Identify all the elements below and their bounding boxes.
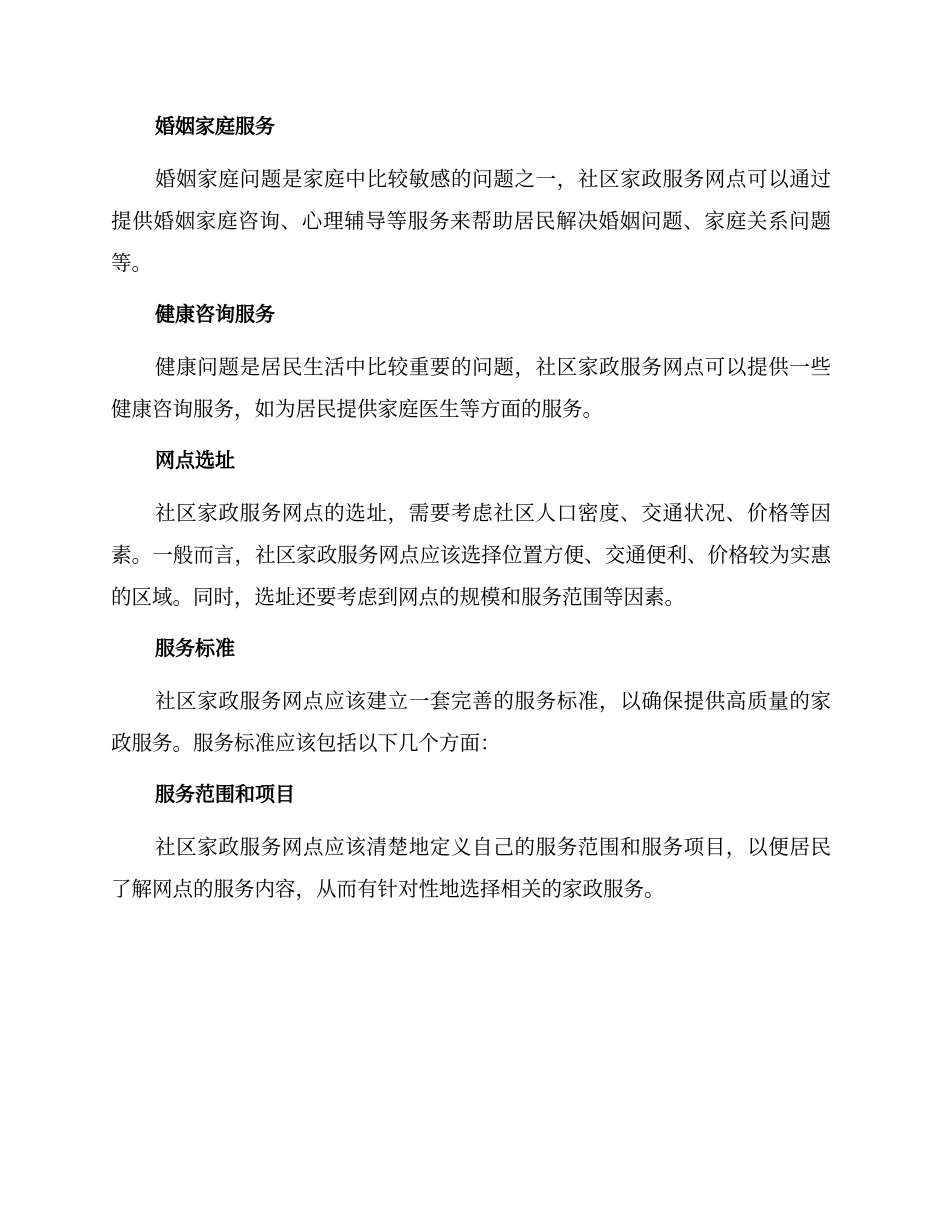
section-heading: 健康咨询服务 (155, 302, 275, 326)
section-service-scope (111, 776, 831, 910)
document-page (111, 108, 831, 922)
section-site-selection (111, 442, 831, 618)
section-paragraph: 社区家政服务网点应该清楚地定义自己的服务范围和服务项目，以便居民了解网点的服务内容，从而有针对性地选择相关的家政服务。 (111, 835, 831, 901)
section-service-standard (111, 630, 831, 764)
section-marriage-family (111, 108, 831, 284)
section-heading: 网点选址 (155, 448, 235, 472)
section-heading: 婚姻家庭服务 (155, 114, 275, 138)
section-heading: 服务范围和项目 (155, 782, 295, 806)
section-paragraph: 婚姻家庭问题是家庭中比较敏感的问题之一，社区家政服务网点可以通过提供婚姻家庭咨询、心理辅导等服务来帮助居民解决婚姻问题、家庭关系问题等。 (111, 167, 831, 275)
section-paragraph: 社区家政服务网点应该建立一套完善的服务标准，以确保提供高质量的家政服务。服务标准应该包括以下几个方面： (111, 689, 831, 755)
section-paragraph: 健康问题是居民生活中比较重要的问题，社区家政服务网点可以提供一些健康咨询服务，如为居民提供家庭医生等方面的服务。 (111, 355, 831, 421)
section-health-consult (111, 296, 831, 430)
section-paragraph: 社区家政服务网点的选址，需要考虑社区人口密度、交通状况、价格等因素。一般而言，社区家政服务网点应该选择位置方便、交通便利、价格较为实惠的区域。同时，选址还要考虑到网点的规模和服务范围等因素。 (111, 501, 831, 609)
section-heading: 服务标准 (155, 636, 235, 660)
